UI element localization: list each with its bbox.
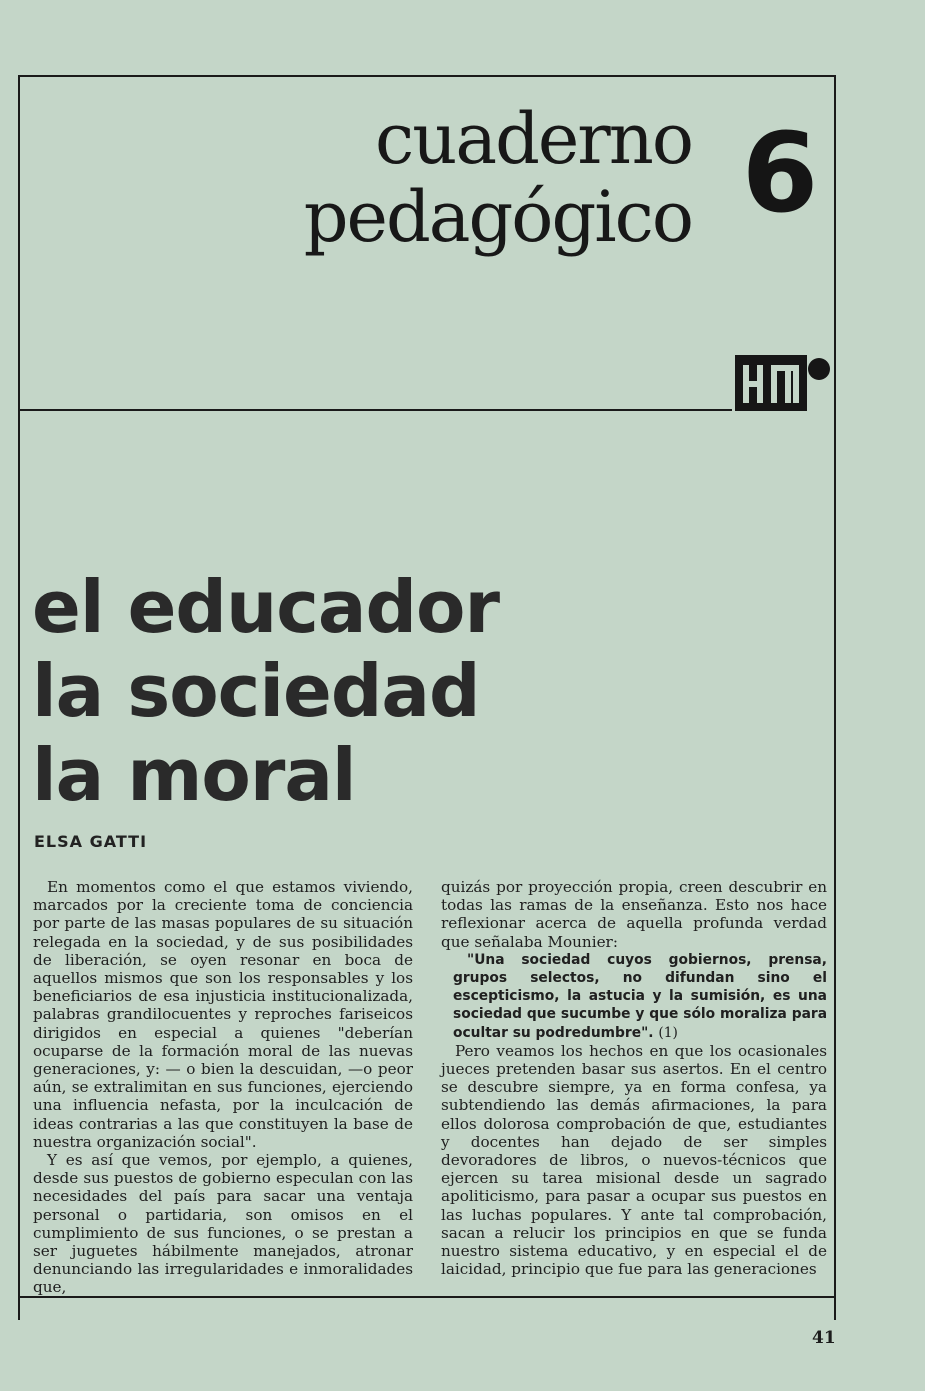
header-divider-rule <box>20 409 732 411</box>
paragraph: Pero veamos los hechos en que los ocasionales jueces pretenden basar sus asertos. En el centro se descubre siempre, ya en forma confesa, ya subtendiendo las demás afirmaciones, la para ellos dolorosa comprobación de que, estudiantes y docentes han dejado de ser simples devoradores de libros, o nuevos-técnicos que ejercen su tarea misional desde un sagrado apoliticismo, para pasar a ocupar sus puestos en las luchas populares. Y ante tal comprobación, sacan a relucir los principios en que se funda nuestro sistema educativo, y en especial el de laicidad, principio que fue para las generaciones <box>441 1041 827 1279</box>
footnote-marker: (1) <box>658 1024 678 1041</box>
article-title-line3: la moral <box>32 733 356 817</box>
article-author: ELSA GATTI <box>34 832 148 851</box>
frame-right-rule <box>834 75 836 1320</box>
series-title-line2: pedagógico <box>303 176 692 258</box>
publisher-logo-icon <box>735 355 831 415</box>
paragraph: Y es así que vemos, por ejemplo, a quienes, desde sus puestos de gobierno especulan con las necesidades del país para sacar una ventaja personal o partidaria, son omisos en el cumplimiento de sus funciones, o se prestan a ser juguetes hábilmente manejados, atronar denunciando las irregularidades e inmoralidades que, <box>33 1151 413 1297</box>
series-title <box>292 100 692 256</box>
quote-text: "Una sociedad cuyos gobiernos, prensa, grupos selectos, no difundan sino el escepticismo, la astucia y la sumisión, es una sociedad que sucumbe y que sólo moraliza para ocultar su podredumbre". <box>453 951 827 1041</box>
article-title-line1: el educador <box>32 565 499 649</box>
body-column-right <box>441 878 827 1278</box>
frame-left-rule <box>18 75 20 1320</box>
body-column-left <box>33 878 413 1297</box>
paragraph: quizás por proyección propia, creen descubrir en todas las ramas de la enseñanza. Esto nos hace reflexionar acerca de aquella profunda verdad que señalaba Mounier: <box>441 878 827 951</box>
mounier-quote <box>441 951 827 1042</box>
series-title-line1: cuaderno <box>375 98 692 180</box>
article-title <box>32 565 499 817</box>
frame-top-rule <box>18 75 836 77</box>
article-title-line2: la sociedad <box>32 649 480 733</box>
paragraph: En momentos como el que estamos viviendo, marcados por la creciente toma de conciencia por parte de las masas populares de su situación relegada en la sociedad, y de sus posibilidades de liberación, se oyen resonar en boca de aquellos mismos que son los responsables y los beneficiarios de esa injusticia institucionalizada, palabras grandilocuentes y reproches fariseicos dirigidos en especial a quienes "deberían ocuparse de la formación moral de las nuevas generaciones, y: — o bien la descuidan, —o peor aún, se extralimitan en sus funciones, ejerciendo una influencia nefasta, por la inculcación de ideas contrarias a las que constituyen la base de nuestra organización social". <box>33 878 413 1151</box>
page-number: 41 <box>812 1328 836 1348</box>
issue-number: 6 <box>741 109 819 237</box>
